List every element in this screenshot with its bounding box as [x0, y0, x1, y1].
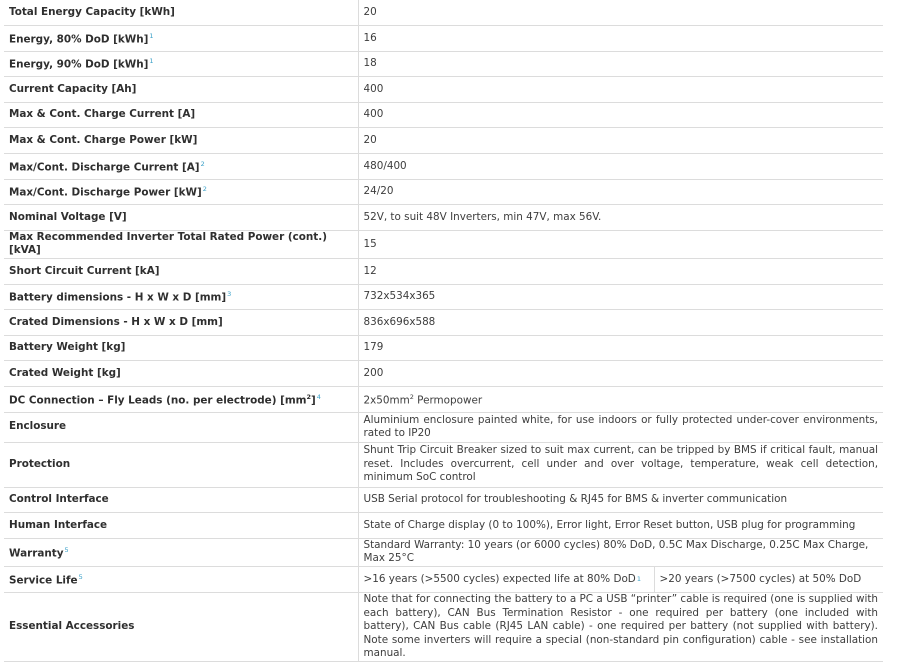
row-label: Warranty [9, 547, 64, 560]
table-row-accessories [4, 592, 883, 661]
row-label: Service Life [9, 574, 78, 587]
row-value: Standard Warranty: 10 years (or 6000 cycles) 80% DoD, 0.5C Max Discharge, 0.25C Max Charge, Max 25°C [358, 538, 883, 566]
row-label: Battery Weight [kg] [9, 341, 126, 354]
table-row-service-life [4, 566, 883, 592]
row-value-end: Permopower [413, 394, 483, 407]
footnote-marker: 4 [316, 392, 321, 401]
table-row-warranty [4, 538, 883, 566]
superscript: 2 [306, 392, 312, 401]
footnote-marker: 1 [636, 574, 641, 583]
footnote-marker: 2 [200, 159, 205, 168]
table-row [4, 179, 883, 205]
row-value: 16 [358, 26, 883, 52]
row-value: USB Serial protocol for troubleshooting & RJ45 for BMS & inverter communication [358, 487, 883, 513]
table-row [4, 205, 883, 231]
row-label: Energy, 80% DoD [kWh] [9, 33, 149, 46]
row-value: Shunt Trip Circuit Breaker sized to suit max current, can be tripped by BMS if critical fault, manual reset. Includes overcurrent, cell under and over voltage, temperature, weak cell detection, minimum SoC control [358, 442, 883, 487]
table-row-human-interface [4, 513, 883, 539]
row-label: Enclosure [4, 412, 358, 442]
table-row-protection [4, 442, 883, 487]
row-value: 20 [358, 0, 883, 26]
footnote-marker: 1 [149, 57, 154, 66]
row-label: Crated Weight [kg] [9, 366, 121, 379]
row-value: 52V, to suit 48V Inverters, min 47V, max 56V. [358, 205, 883, 231]
footnote-marker: 5 [78, 572, 83, 581]
footnote-marker: 3 [227, 290, 232, 299]
row-label: Energy, 90% DoD [kWh] [9, 58, 149, 71]
table-row [4, 310, 883, 336]
row-label: Total Energy Capacity [kWh] [9, 5, 175, 18]
battery-spec-table [4, 0, 883, 662]
row-label-end: ] [311, 394, 316, 407]
row-value: 836x696x588 [358, 310, 883, 336]
row-label: Essential Accessories [4, 592, 358, 661]
footnote-marker: 5 [64, 545, 69, 554]
row-value: 179 [358, 335, 883, 361]
row-label: Max/Cont. Discharge Power [kW] [9, 186, 202, 199]
row-value: 400 [358, 77, 883, 103]
table-row [4, 51, 883, 77]
row-value: 18 [358, 51, 883, 77]
row-label: Short Circuit Current [kA] [9, 264, 160, 277]
row-label: Max & Cont. Charge Current [A] [9, 108, 196, 121]
table-row-enclosure [4, 412, 883, 442]
row-value: 24/20 [358, 179, 883, 205]
row-label: Battery dimensions - H x W x D [mm] [9, 291, 227, 304]
table-row [4, 230, 883, 258]
row-value: 200 [358, 361, 883, 387]
superscript: 2 [409, 392, 414, 401]
table-row [4, 259, 883, 285]
table-row [4, 154, 883, 180]
table-row [4, 0, 883, 26]
row-label: DC Connection – Fly Leads (no. per electrode) [mm [9, 394, 307, 407]
row-value: State of Charge display (0 to 100%), Error light, Error Reset button, USB plug for programming [358, 513, 883, 539]
row-label: Protection [4, 442, 358, 487]
row-label: Current Capacity [Ah] [9, 82, 137, 95]
table-row-control-interface [4, 487, 883, 513]
table-row [4, 128, 883, 154]
row-value: 15 [358, 230, 883, 258]
table-row [4, 284, 883, 310]
row-value: 400 [358, 102, 883, 128]
row-label: Max/Cont. Discharge Current [A] [9, 161, 200, 174]
table-row [4, 335, 883, 361]
row-value: Aluminium enclosure painted white, for use indoors or fully protected under-cover environments, rated to IP20 [358, 412, 883, 442]
footnote-marker: 2 [202, 185, 207, 194]
row-label: Crated Dimensions - H x W x D [mm] [9, 315, 223, 328]
service-life-value-a: >16 years (>5500 cycles) expected life at 80% DoD 1 [364, 567, 655, 592]
row-value: 732x534x365 [358, 284, 883, 310]
row-value: 480/400 [358, 154, 883, 180]
row-value: 20 [358, 128, 883, 154]
footnote-marker: 1 [149, 31, 154, 40]
table-row [4, 77, 883, 103]
table-row [4, 102, 883, 128]
service-life-value-b: >20 years (>7500 cycles) at 50% DoD [659, 572, 862, 585]
row-label: Nominal Voltage [V] [9, 210, 127, 223]
row-value: 2x50mm [363, 394, 410, 407]
row-label: Max Recommended Inverter Total Rated Power (cont.) [kVA] [9, 230, 327, 257]
table-row-dc-connection [4, 387, 883, 413]
row-label: Control Interface [4, 487, 358, 513]
row-label: Human Interface [4, 513, 358, 539]
row-value: 12 [358, 259, 883, 285]
row-value: Note that for connecting the battery to a PC a USB “printer” cable is required (one is supplied with each battery), CAN Bus Termination Resistor - one required per battery (one included with battery), CAN Bus cable (RJ45 LAN cable) - one required per battery (not supplied with battery). Note some inverters will require a special (non-standard pin configuration) cable - see installation manual. [358, 592, 883, 661]
table-row [4, 26, 883, 52]
row-label: Max & Cont. Charge Power [kW] [9, 133, 198, 146]
table-row [4, 361, 883, 387]
